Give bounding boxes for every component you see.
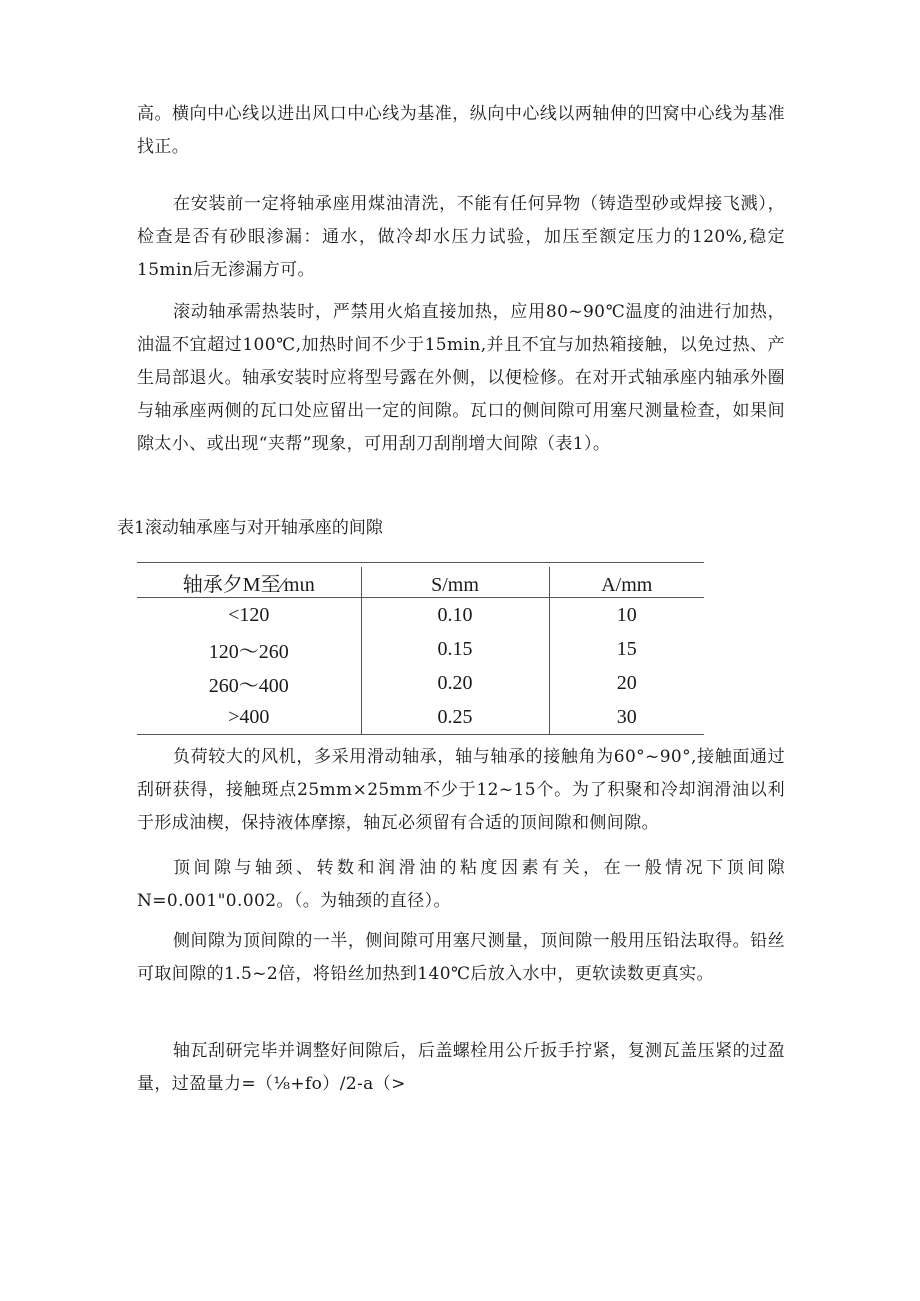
header-a-mm: A/mm	[549, 567, 704, 598]
table-row	[137, 598, 704, 633]
cell-a: 10	[549, 598, 704, 633]
cell-s: 0.10	[361, 598, 549, 633]
paragraph-alignment: 高。横向中心线以进出风口中心线为基准，纵向中心线以两轴伸的凹窝中心线为基准找正。	[137, 104, 785, 157]
cell-s: 0.15	[361, 632, 549, 666]
cell-a: 30	[549, 700, 704, 735]
paragraph-top-clearance: 顶间隙与轴颈、转数和润滑油的粘度因素有关，在一般情况下顶间隙N=0.001"0.002。（。为轴颈的直径）。	[137, 858, 785, 911]
paragraph-sliding-bearing: 负荷较大的风机，多采用滑动轴承，轴与轴承的接触角为60°~90°,接触面通过刮研获得，接触斑点25mm×25mm不少于12~15个。为了积聚和冷却润滑油以利于形成油楔，保持液体摩擦，轴瓦必须留有合适的顶间隙和侧间隙。	[137, 747, 785, 833]
table-top-rule	[137, 562, 704, 563]
table-caption: 表1滚动轴承座与对开轴承座的间隙	[117, 518, 383, 538]
paragraph-bearing-cap-interference: 轴瓦刮研完毕并调整好间隙后，后盖螺栓用公斤扳手拧紧，复测瓦盖压紧的过盈量，过盈量力=（⅛+fo）/2-a（>	[137, 1041, 785, 1094]
clearance-table	[137, 567, 704, 735]
table-row	[137, 632, 704, 666]
cell-diameter: 120～260	[208, 640, 289, 663]
paragraph-side-clearance: 侧间隙为顶间隙的一半，侧间隙可用塞尺测量，顶间隙一般用压铅法取得。铅丝可取间隙的1.5~2倍，将铅丝加热到140℃后放入水中，更软读数更真实。	[137, 931, 785, 984]
cell-a: 15	[549, 632, 704, 666]
header-s-mm: S/mm	[361, 567, 549, 598]
cell-a: 20	[549, 666, 704, 700]
table-row	[137, 666, 704, 700]
header-bearing-diameter: 轴承夕M至∕mιn	[137, 567, 361, 598]
cell-s: 0.25	[361, 700, 549, 735]
cell-diameter: <120	[228, 603, 270, 626]
table-row	[137, 700, 704, 735]
cell-diameter: 260～400	[208, 674, 289, 697]
table-header-row	[137, 567, 704, 598]
paragraph-rolling-bearing-heating: 滚动轴承需热装时，严禁用火焰直接加热，应用80~90℃温度的油进行加热，油温不宜超过100℃,加热时间不少于15min,并且不宜与加热箱接触，以免过热、产生局部退火。轴承安装时应将型号露在外侧，以便检修。在对开式轴承座内轴承外圈与轴承座两侧的瓦口处应留出一定的间隙。瓦口的侧间隙可用塞尺测量检查，如果间隙太小、或出现“夹帮”现象，可用刮刀刮削增大间隙（表1）。	[137, 302, 785, 454]
cell-diameter: >400	[137, 700, 361, 735]
cell-s: 0.20	[361, 666, 549, 700]
paragraph-bearing-cleaning: 在安装前一定将轴承座用煤油清洗，不能有任何异物（铸造型砂或焊接飞溅），检查是否有砂眼渗漏：通水，做冷却水压力试验，加压至额定压力的120%,稳定15min后无渗漏方可。	[137, 194, 785, 280]
